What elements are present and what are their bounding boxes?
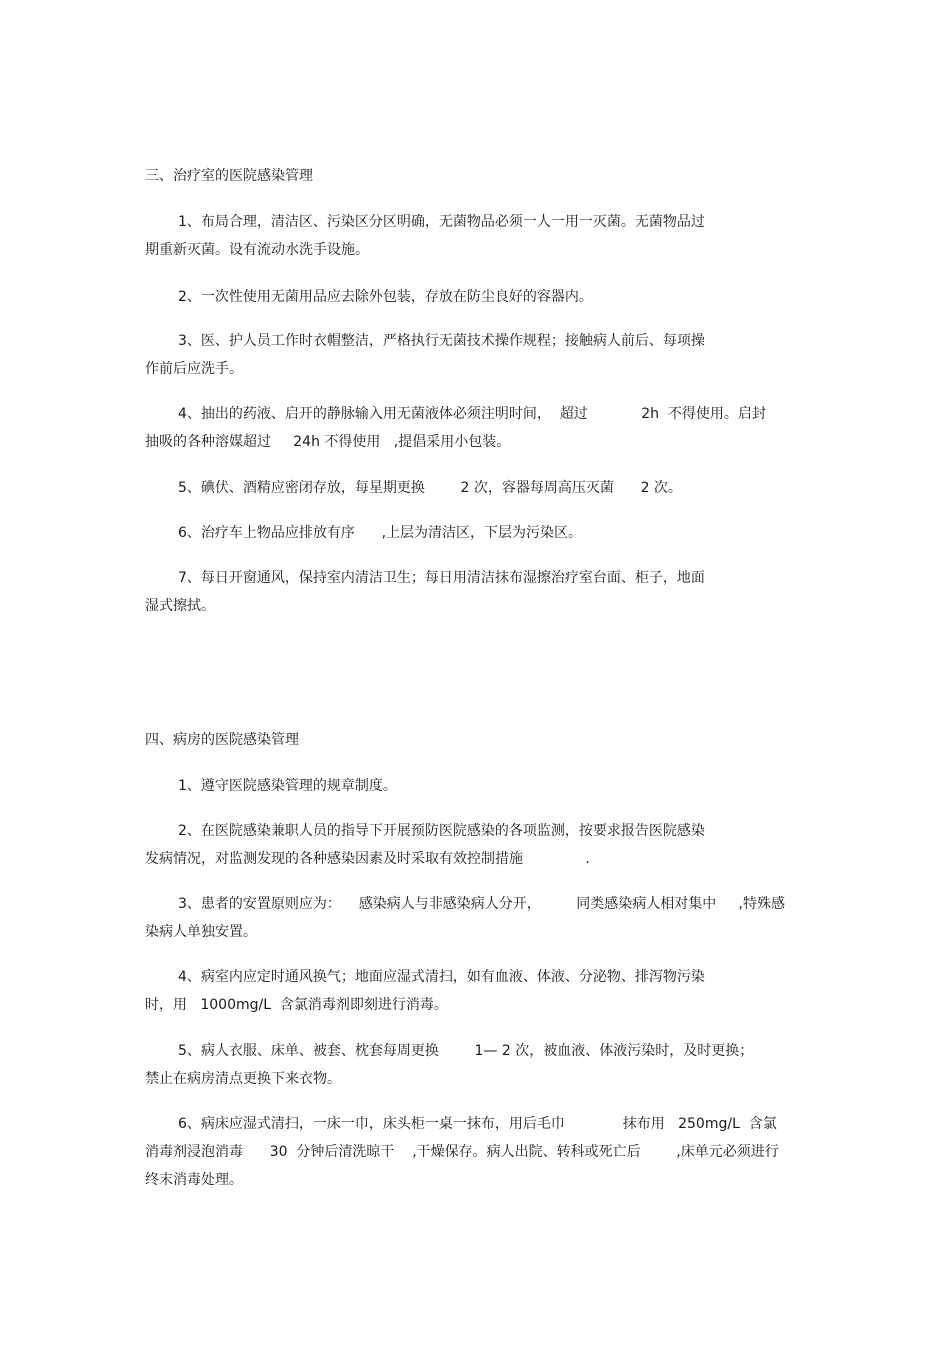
paragraph-line: 终末消毒处理。 bbox=[145, 1172, 243, 1188]
paragraph-line: 禁止在病房清点更换下来衣物。 bbox=[145, 1071, 341, 1087]
paragraph-line: 期重新灭菌。设有流动水洗手设施。 bbox=[145, 242, 369, 258]
paragraph-line: 3、医、护人员工作时衣帽整洁，严格执行无菌技术操作规程；接触病人前后、每项操 bbox=[178, 333, 705, 349]
paragraph-line: 发病情况，对监测发现的各种感染因素及时采取有效控制措施 . bbox=[145, 851, 590, 867]
paragraph-line: 7、每日开窗通风，保持室内清洁卫生；每日用清洁抹布湿擦治疗室台面、柜子，地面 bbox=[178, 570, 705, 586]
paragraph-line: 4、病室内应定时通风换气；地面应湿式清扫，如有血液、体液、分泌物、排泻物污染 bbox=[178, 969, 705, 985]
paragraph-line: 4、抽出的药液、启开的静脉输入用无菌液体必须注明时间， 超过 2h 不得使用。启封 bbox=[178, 406, 766, 422]
paragraph-line: 染病人单独安置。 bbox=[145, 924, 257, 940]
paragraph-line: 消毒剂浸泡消毒 30 分钟后清洗晾干 ,干燥保存。病人出院、转科或死亡后 ,床单元必须进行 bbox=[145, 1144, 779, 1160]
paragraph-line: 湿式擦拭。 bbox=[145, 598, 215, 614]
paragraph-line: 1、遵守医院感染管理的规章制度。 bbox=[178, 778, 397, 794]
paragraph-line: 抽吸的各种溶媒超过 24h 不得使用 ,提倡采用小包装。 bbox=[145, 434, 511, 450]
paragraph-line: 2、一次性使用无菌用品应去除外包装，存放在防尘良好的容器内。 bbox=[178, 289, 593, 305]
paragraph-line: 6、治疗车上物品应排放有序 ,上层为清洁区，下层为污染区。 bbox=[178, 525, 583, 541]
paragraph-line: 2、在医院感染兼职人员的指导下开展预防医院感染的各项监测，按要求报告医院感染 bbox=[178, 823, 705, 839]
paragraph-line: 作前后应洗手。 bbox=[145, 361, 243, 377]
paragraph-line: 时，用 1000mg/L 含氯消毒剂即刻进行消毒。 bbox=[145, 997, 448, 1013]
paragraph-line: 3、患者的安置原则应为： 感染病人与非感染病人分开， 同类感染病人相对集中 ,特殊感 bbox=[178, 896, 786, 912]
paragraph-line: 1、布局合理，清洁区、污染区分区明确，无菌物品必须一人一用一灭菌。无菌物品过 bbox=[178, 214, 705, 230]
paragraph-line: 5、碘伏、酒精应密闭存放，每星期更换 2 次，容器每周高压灭菌 2 次。 bbox=[178, 480, 682, 496]
section-heading: 三、治疗室的医院感染管理 bbox=[145, 168, 313, 184]
section-heading: 四、病房的医院感染管理 bbox=[145, 732, 299, 748]
paragraph-line: 5、病人衣服、床单、被套、枕套每周更换 1— 2 次，被血液、体液污染时，及时更换； bbox=[178, 1043, 754, 1059]
paragraph-line: 6、病床应湿式清扫，一床一巾，床头柜一桌一抹布，用后毛巾 抹布用 250mg/L 含氯 bbox=[178, 1116, 777, 1132]
